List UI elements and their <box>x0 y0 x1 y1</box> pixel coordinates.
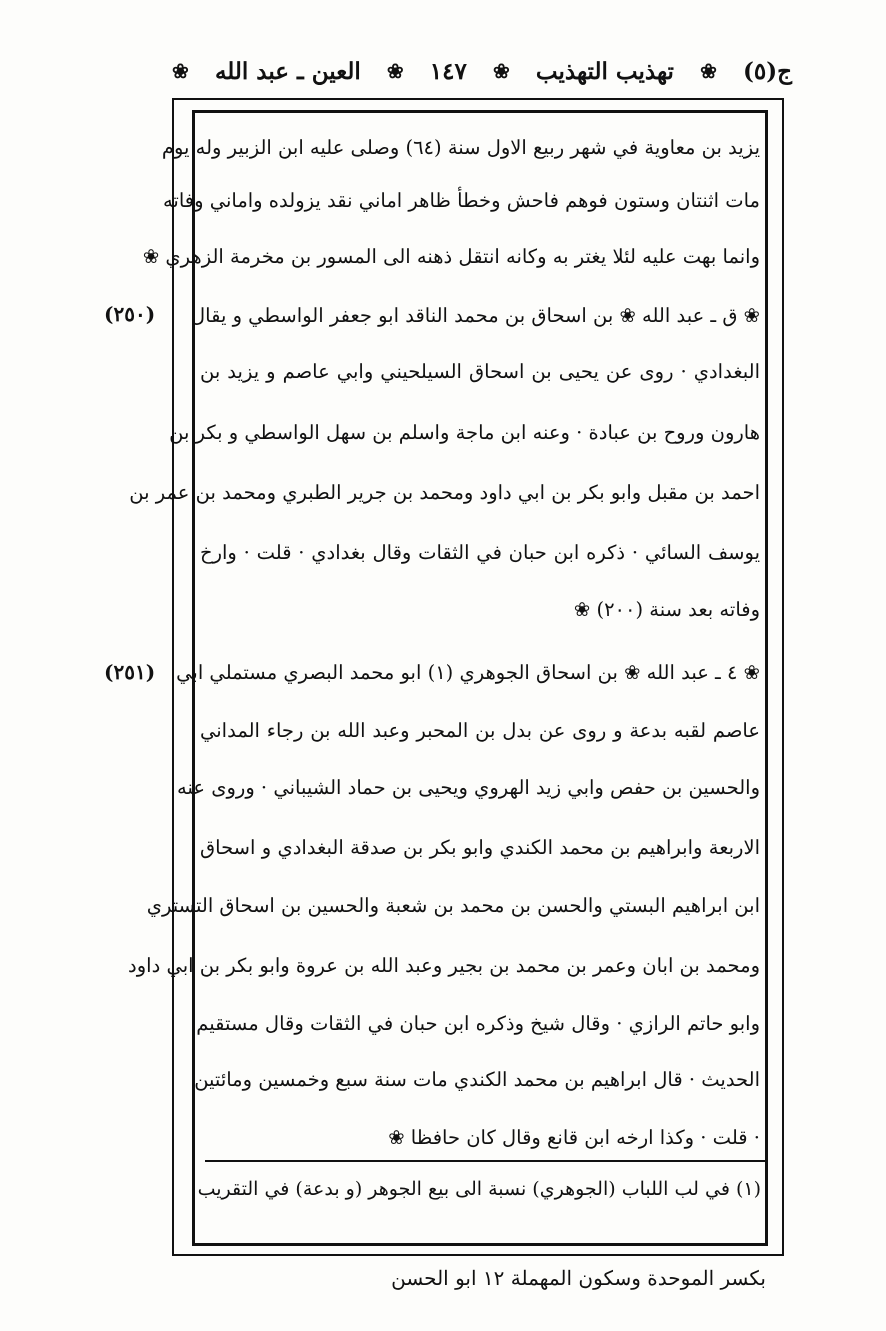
header-book-title: تهذيب التهذيب <box>535 57 674 85</box>
text-line: وانما بهت عليه لئلا يغتر به وكانه انتقل ذهنه الى المسور بن مخرمة الزهري ❀ <box>142 245 760 268</box>
header-page-number: ١٤٧ <box>429 57 467 85</box>
text-line: الاربعة وابراهيم بن محمد الكندي وابو بكر بن صدقة البغدادي و اسحاق <box>200 836 760 859</box>
text-line: احمد بن مقبل وابو بكر بن ابي داود ومحمد بن جرير الطبري ومحمد بن عمر بن <box>129 481 760 504</box>
text-line: هارون وروح بن عبادة · وعنه ابن ماجة واسلم بن سهل الواسطي و بكر بن <box>169 421 760 444</box>
header-volume: ج(٥) <box>743 57 792 85</box>
text-line: · قلت · وكذا ارخه ابن قانع وقال كان حافظا ❀ <box>388 1126 760 1149</box>
text-line: ❀ ٤ ـ عبد الله ❀ بن اسحاق الجوهري (١) ابو محمد البصري مستملي ابي <box>176 661 760 684</box>
text-line: ❀ ق ـ عبد الله ❀ بن اسحاق بن محمد الناقد ابو جعفر الواسطي و يقال <box>190 304 760 327</box>
header-ornament-icon: ❀ <box>386 59 404 83</box>
text-line: وابو حاتم الرازي · وقال شيخ وذكره ابن حبان في الثقات وقال مستقيم <box>196 1012 760 1035</box>
text-line: والحسين بن حفص وابي زيد الهروي ويحيى بن حماد الشيباني · وروى عنه <box>177 776 760 799</box>
running-header <box>168 48 792 94</box>
header-ornament-icon: ❀ <box>172 59 189 83</box>
header-section: العين ـ عبد الله <box>214 57 361 85</box>
text-line: يوسف السائي · ذكره ابن حبان في الثقات وقال بغدادي · قلت · وارخ <box>200 541 760 564</box>
entry-number: (٢٥٠) <box>104 302 156 326</box>
text-line: وفاته بعد سنة (٢٠٠) ❀ <box>573 598 760 621</box>
header-ornament-icon: ❀ <box>700 59 717 83</box>
text-line: يزيد بن معاوية في شهر ربيع الاول سنة (٦٤) وصلى عليه ابن الزبير وله يوم <box>161 136 760 159</box>
footnote-line: (١) في لب اللباب (الجوهري) نسبة الى بيع الجوهر (و بدعة) في التقريب <box>197 1178 761 1200</box>
text-line: ومحمد بن ابان وعمر بن محمد بن بجير وعبد الله بن عروة وابو بكر بن ابي داود <box>128 954 760 977</box>
footnote-line: بكسر الموحدة وسكون المهملة ١٢ ابو الحسن <box>391 1266 766 1290</box>
header-ornament-icon: ❀ <box>492 59 510 83</box>
text-line: ابن ابراهيم البستي والحسن بن محمد بن شعبة والحسين بن اسحاق التستري <box>146 894 760 917</box>
text-line: عاصم لقبه بدعة و روى عن بدل بن المحبر وعبد الله بن رجاء المداني <box>200 719 760 742</box>
footnote-rule <box>205 1160 765 1162</box>
text-line: البغدادي · روى عن يحيى بن اسحاق السيلحيني وابي عاصم و يزيد بن <box>200 360 760 383</box>
text-line: مات اثنتان وستون فوهم فاحش وخطأ ظاهر اماني نقد يزولده واماني وفاته <box>162 189 760 212</box>
text-line: الحديث · قال ابراهيم بن محمد الكندي مات سنة سبع وخمسين ومائتين <box>194 1068 760 1091</box>
entry-number: (٢٥١) <box>104 660 156 684</box>
